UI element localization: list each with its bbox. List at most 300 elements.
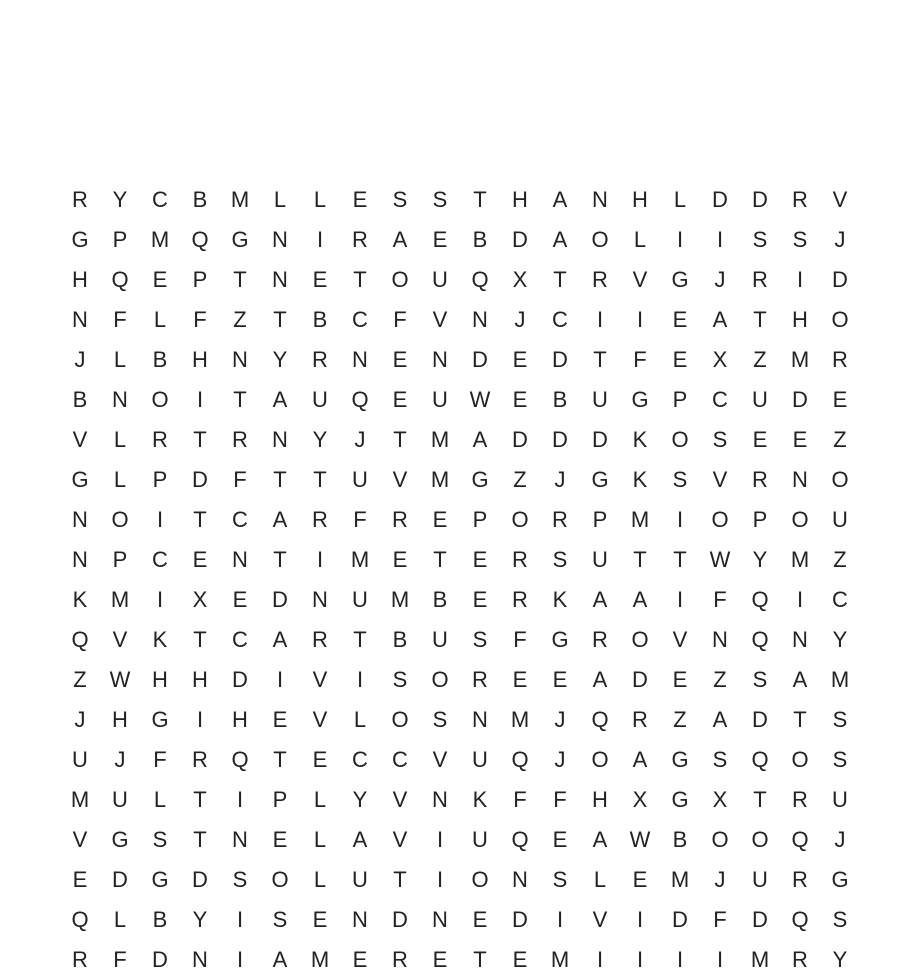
grid-letter: A — [592, 587, 608, 612]
grid-letter: T — [673, 547, 687, 572]
grid-letter: Q — [471, 267, 489, 292]
grid-letter: T — [193, 427, 207, 452]
grid-letter: M — [790, 547, 810, 572]
grid-letter: C — [232, 507, 248, 532]
grid-letter: O — [271, 867, 289, 892]
grid-letter: T — [633, 547, 647, 572]
grid-letter: Z — [833, 547, 847, 572]
grid-letter: Q — [591, 707, 609, 732]
grid-letter: D — [792, 387, 808, 412]
grid-letter: N — [72, 547, 88, 572]
grid-letter: D — [712, 187, 728, 212]
grid-letter: H — [632, 187, 648, 212]
grid-letter: P — [192, 267, 208, 292]
grid-letter: S — [552, 867, 568, 892]
grid-letter: G — [831, 867, 849, 892]
grid-letter: N — [432, 787, 448, 812]
grid-letter: B — [152, 347, 168, 372]
grid-letter: O — [831, 307, 849, 332]
grid-letter: T — [193, 627, 207, 652]
grid-letter: U — [72, 747, 88, 772]
grid-letter: Z — [753, 347, 767, 372]
grid-letter: G — [631, 387, 649, 412]
grid-letter: D — [192, 867, 208, 892]
grid-letter: I — [716, 947, 724, 972]
grid-letter: S — [832, 707, 848, 732]
grid-letter: I — [676, 507, 684, 532]
grid-letter: D — [152, 947, 168, 972]
grid-letter: D — [552, 347, 568, 372]
grid-letter: R — [792, 187, 808, 212]
grid-letter: R — [752, 467, 768, 492]
grid-letter: T — [233, 267, 247, 292]
grid-letter: U — [352, 467, 368, 492]
grid-letter: R — [392, 507, 408, 532]
grid-letter: Q — [751, 587, 769, 612]
grid-letter: Y — [192, 907, 208, 932]
grid-letter: H — [152, 667, 168, 692]
grid-letter: J — [74, 347, 86, 372]
grid-letter: O — [791, 507, 809, 532]
grid-letter: D — [232, 667, 248, 692]
grid-letter: L — [113, 907, 127, 932]
grid-row — [60, 900, 860, 940]
grid-letter: T — [193, 787, 207, 812]
grid-letter: F — [633, 347, 647, 372]
grid-letter: M — [430, 467, 450, 492]
grid-letter: S — [392, 187, 408, 212]
grid-letter: U — [832, 507, 848, 532]
grid-letter: S — [232, 867, 248, 892]
grid-letter: L — [633, 227, 647, 252]
grid-letter: O — [431, 667, 449, 692]
grid-letter: R — [192, 747, 208, 772]
grid-letter: T — [473, 187, 487, 212]
grid-row — [60, 540, 860, 580]
grid-letter: J — [114, 747, 126, 772]
grid-letter: M — [430, 427, 450, 452]
grid-letter: V — [392, 787, 408, 812]
grid-letter: T — [553, 267, 567, 292]
grid-letter: A — [272, 387, 288, 412]
grid-letter: O — [791, 747, 809, 772]
grid-letter: O — [511, 507, 529, 532]
grid-letter: B — [192, 187, 208, 212]
grid-letter: R — [232, 427, 248, 452]
grid-letter: W — [709, 547, 731, 572]
grid-letter: P — [152, 467, 168, 492]
grid-letter: N — [352, 907, 368, 932]
grid-letter: T — [193, 507, 207, 532]
grid-letter: R — [792, 947, 808, 972]
grid-letter: C — [552, 307, 568, 332]
grid-letter: A — [552, 187, 568, 212]
grid-letter: F — [113, 947, 127, 972]
grid-letter: S — [712, 747, 728, 772]
grid-letter: V — [432, 307, 448, 332]
grid-letter: X — [632, 787, 648, 812]
grid-row — [60, 300, 860, 340]
grid-letter: O — [751, 827, 769, 852]
grid-letter: T — [393, 427, 407, 452]
grid-letter: F — [553, 787, 567, 812]
grid-letter: M — [510, 707, 530, 732]
grid-letter: N — [272, 267, 288, 292]
grid-letter: L — [593, 867, 607, 892]
grid-letter: D — [112, 867, 128, 892]
grid-letter: E — [392, 387, 408, 412]
grid-letter: D — [552, 427, 568, 452]
grid-letter: M — [550, 947, 570, 972]
grid-letter: E — [512, 347, 528, 372]
grid-letter: P — [472, 507, 488, 532]
grid-letter: I — [436, 867, 444, 892]
grid-row — [60, 500, 860, 540]
grid-letter: T — [233, 387, 247, 412]
grid-letter: I — [556, 907, 564, 932]
grid-letter: F — [513, 627, 527, 652]
grid-letter: U — [112, 787, 128, 812]
grid-letter: U — [432, 387, 448, 412]
grid-letter: E — [472, 547, 488, 572]
grid-letter: R — [312, 627, 328, 652]
grid-letter: M — [70, 787, 90, 812]
grid-row — [60, 940, 860, 980]
grid-letter: G — [231, 227, 249, 252]
grid-letter: S — [752, 667, 768, 692]
grid-letter: N — [472, 307, 488, 332]
grid-letter: N — [272, 227, 288, 252]
grid-letter: L — [113, 347, 127, 372]
grid-letter: O — [711, 507, 729, 532]
grid-letter: V — [72, 427, 88, 452]
grid-letter: N — [72, 507, 88, 532]
grid-letter: N — [192, 947, 208, 972]
grid-letter: L — [273, 187, 287, 212]
grid-letter: L — [673, 187, 687, 212]
grid-letter: N — [472, 707, 488, 732]
grid-letter: V — [672, 627, 688, 652]
grid-letter: Z — [73, 667, 87, 692]
grid-letter: Q — [111, 267, 129, 292]
grid-letter: V — [392, 827, 408, 852]
grid-letter: V — [312, 667, 328, 692]
grid-letter: N — [232, 547, 248, 572]
grid-letter: T — [393, 867, 407, 892]
grid-letter: U — [352, 587, 368, 612]
word-search-grid — [60, 180, 860, 980]
grid-letter: V — [592, 907, 608, 932]
grid-letter: R — [312, 507, 328, 532]
grid-letter: R — [72, 187, 88, 212]
grid-letter: E — [512, 387, 528, 412]
grid-letter: R — [512, 587, 528, 612]
grid-letter: Q — [751, 747, 769, 772]
grid-letter: I — [796, 587, 804, 612]
grid-letter: G — [71, 227, 89, 252]
grid-letter: I — [196, 707, 204, 732]
grid-letter: E — [432, 227, 448, 252]
grid-letter: M — [350, 547, 370, 572]
grid-row — [60, 260, 860, 300]
grid-letter: E — [832, 387, 848, 412]
grid-letter: E — [152, 267, 168, 292]
grid-letter: A — [272, 947, 288, 972]
grid-letter: U — [432, 267, 448, 292]
grid-letter: U — [752, 387, 768, 412]
grid-letter: P — [592, 507, 608, 532]
grid-letter: N — [272, 427, 288, 452]
grid-letter: C — [832, 587, 848, 612]
grid-letter: N — [432, 347, 448, 372]
grid-letter: O — [591, 227, 609, 252]
grid-letter: A — [712, 707, 728, 732]
grid-letter: P — [112, 227, 128, 252]
grid-letter: O — [151, 387, 169, 412]
grid-letter: Q — [351, 387, 369, 412]
grid-letter: T — [753, 787, 767, 812]
grid-letter: S — [432, 707, 448, 732]
grid-row — [60, 460, 860, 500]
grid-letter: K — [472, 787, 488, 812]
grid-letter: N — [112, 387, 128, 412]
grid-letter: M — [670, 867, 690, 892]
grid-letter: T — [593, 347, 607, 372]
grid-letter: R — [72, 947, 88, 972]
grid-letter: Q — [231, 747, 249, 772]
grid-letter: B — [312, 307, 328, 332]
grid-letter: H — [192, 347, 208, 372]
grid-letter: I — [596, 307, 604, 332]
grid-letter: S — [392, 667, 408, 692]
grid-letter: C — [392, 747, 408, 772]
grid-letter: I — [716, 227, 724, 252]
grid-letter: L — [313, 187, 327, 212]
grid-letter: I — [636, 947, 644, 972]
grid-letter: A — [392, 227, 408, 252]
grid-letter: S — [272, 907, 288, 932]
grid-letter: L — [113, 467, 127, 492]
grid-letter: R — [632, 707, 648, 732]
grid-letter: R — [152, 427, 168, 452]
grid-letter: O — [391, 707, 409, 732]
grid-letter: U — [832, 787, 848, 812]
grid-letter: V — [712, 467, 728, 492]
grid-letter: R — [512, 547, 528, 572]
grid-letter: A — [632, 587, 648, 612]
grid-letter: D — [472, 347, 488, 372]
grid-letter: A — [592, 827, 608, 852]
grid-letter: I — [156, 587, 164, 612]
grid-letter: E — [392, 347, 408, 372]
grid-letter: N — [432, 907, 448, 932]
grid-letter: N — [712, 627, 728, 652]
grid-letter: A — [552, 227, 568, 252]
grid-letter: E — [352, 187, 368, 212]
grid-row — [60, 420, 860, 460]
grid-letter: E — [272, 827, 288, 852]
grid-letter: I — [316, 227, 324, 252]
grid-letter: X — [712, 347, 728, 372]
grid-letter: C — [352, 307, 368, 332]
grid-letter: V — [112, 627, 128, 652]
grid-letter: D — [592, 427, 608, 452]
grid-letter: I — [156, 507, 164, 532]
grid-letter: G — [551, 627, 569, 652]
grid-row — [60, 620, 860, 660]
grid-letter: M — [110, 587, 130, 612]
grid-letter: J — [354, 427, 366, 452]
grid-letter: E — [272, 707, 288, 732]
grid-letter: R — [792, 867, 808, 892]
grid-row — [60, 740, 860, 780]
grid-letter: U — [312, 387, 328, 412]
grid-letter: I — [636, 907, 644, 932]
grid-letter: J — [714, 267, 726, 292]
grid-letter: E — [512, 667, 528, 692]
grid-letter: M — [750, 947, 770, 972]
grid-letter: G — [591, 467, 609, 492]
grid-letter: Q — [71, 907, 89, 932]
grid-letter: F — [153, 747, 167, 772]
grid-letter: H — [512, 187, 528, 212]
grid-row — [60, 860, 860, 900]
grid-letter: L — [313, 827, 327, 852]
grid-letter: G — [111, 827, 129, 852]
grid-letter: U — [352, 867, 368, 892]
grid-letter: M — [790, 347, 810, 372]
grid-letter: S — [832, 747, 848, 772]
grid-letter: E — [432, 507, 448, 532]
grid-letter: Z — [833, 427, 847, 452]
grid-letter: T — [433, 547, 447, 572]
grid-letter: H — [72, 267, 88, 292]
grid-letter: B — [552, 387, 568, 412]
grid-letter: I — [236, 907, 244, 932]
grid-letter: B — [152, 907, 168, 932]
grid-letter: A — [712, 307, 728, 332]
grid-row — [60, 820, 860, 860]
grid-letter: E — [392, 547, 408, 572]
grid-row — [60, 340, 860, 380]
grid-letter: H — [592, 787, 608, 812]
grid-letter: E — [792, 427, 808, 452]
grid-letter: O — [591, 747, 609, 772]
grid-letter: V — [72, 827, 88, 852]
grid-letter: D — [512, 227, 528, 252]
grid-letter: T — [273, 547, 287, 572]
grid-letter: O — [831, 467, 849, 492]
grid-letter: M — [150, 227, 170, 252]
grid-letter: K — [552, 587, 568, 612]
grid-letter: S — [152, 827, 168, 852]
grid-letter: E — [312, 267, 328, 292]
grid-letter: R — [792, 787, 808, 812]
grid-letter: N — [512, 867, 528, 892]
grid-letter: N — [232, 347, 248, 372]
grid-row — [60, 220, 860, 260]
grid-letter: D — [752, 187, 768, 212]
grid-letter: N — [312, 587, 328, 612]
grid-letter: Q — [751, 627, 769, 652]
grid-letter: R — [752, 267, 768, 292]
grid-row — [60, 380, 860, 420]
grid-letter: J — [714, 867, 726, 892]
grid-letter: B — [432, 587, 448, 612]
grid-letter: D — [512, 907, 528, 932]
grid-letter: R — [392, 947, 408, 972]
grid-letter: L — [153, 307, 167, 332]
grid-letter: H — [112, 707, 128, 732]
grid-letter: E — [472, 907, 488, 932]
grid-letter: C — [152, 187, 168, 212]
grid-letter: W — [629, 827, 651, 852]
grid-letter: G — [151, 867, 169, 892]
grid-letter: S — [432, 187, 448, 212]
grid-letter: Q — [791, 907, 809, 932]
grid-letter: N — [232, 827, 248, 852]
grid-letter: Q — [791, 827, 809, 852]
grid-letter: C — [352, 747, 368, 772]
grid-letter: Y — [752, 547, 768, 572]
grid-row — [60, 700, 860, 740]
grid-letter: O — [111, 507, 129, 532]
grid-letter: Y — [312, 427, 328, 452]
grid-letter: Z — [673, 707, 687, 732]
grid-letter: R — [832, 347, 848, 372]
grid-letter: D — [752, 707, 768, 732]
grid-letter: E — [232, 587, 248, 612]
grid-letter: Y — [832, 947, 848, 972]
grid-letter: I — [236, 947, 244, 972]
grid-letter: M — [390, 587, 410, 612]
grid-letter: S — [472, 627, 488, 652]
grid-letter: U — [752, 867, 768, 892]
grid-letter: L — [353, 707, 367, 732]
grid-letter: E — [352, 947, 368, 972]
grid-letter: B — [472, 227, 488, 252]
grid-letter: R — [592, 267, 608, 292]
grid-letter: I — [676, 947, 684, 972]
grid-letter: F — [113, 307, 127, 332]
grid-letter: V — [312, 707, 328, 732]
grid-letter: O — [471, 867, 489, 892]
grid-letter: N — [592, 187, 608, 212]
grid-letter: G — [471, 467, 489, 492]
grid-letter: E — [752, 427, 768, 452]
grid-letter: B — [72, 387, 88, 412]
grid-letter: E — [312, 907, 328, 932]
grid-letter: J — [554, 467, 566, 492]
grid-letter: E — [672, 307, 688, 332]
grid-letter: J — [834, 827, 846, 852]
grid-letter: Z — [513, 467, 527, 492]
grid-letter: O — [391, 267, 409, 292]
grid-letter: L — [153, 787, 167, 812]
grid-letter: G — [671, 787, 689, 812]
grid-letter: I — [676, 587, 684, 612]
grid-letter: O — [671, 427, 689, 452]
grid-letter: T — [313, 467, 327, 492]
grid-letter: H — [232, 707, 248, 732]
grid-letter: Z — [233, 307, 247, 332]
grid-letter: L — [313, 787, 327, 812]
grid-letter: T — [273, 307, 287, 332]
grid-letter: F — [393, 307, 407, 332]
grid-letter: S — [792, 227, 808, 252]
grid-letter: N — [72, 307, 88, 332]
grid-letter: T — [473, 947, 487, 972]
